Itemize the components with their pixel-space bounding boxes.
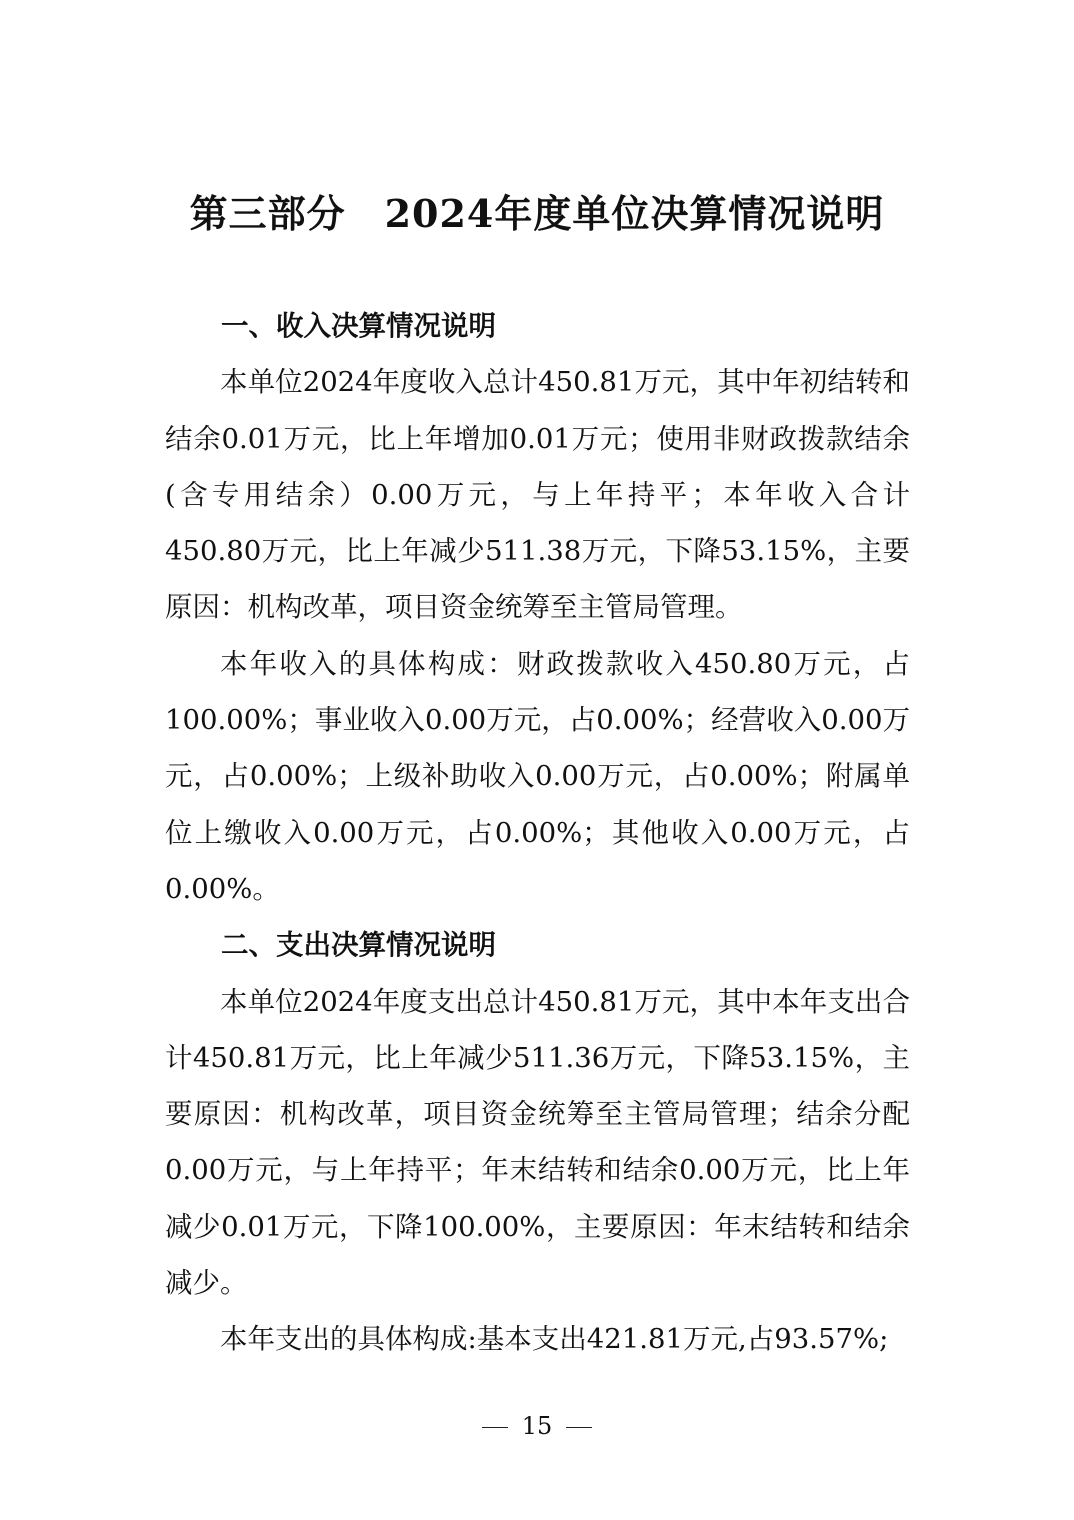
footer-dash-right [566,1427,592,1429]
section-heading-expenditure: 二、支出决算情况说明 [221,929,496,962]
page-number: 15 [521,1412,553,1440]
footer-dash-left [482,1427,508,1429]
paragraph-income-summary: 本单位2024年度收入总计450.81万元，其中年初结转和结余0.01万元，比上年增加0.01万元；使用非财政拨款结余(含专用结余）0.00万元，与上年持平；本年收入合计450.80万元，比上年减少511.38万元，下降53.15%，主要原因：机构改革，项目资金统筹至主管局管理。 [165,366,910,624]
paragraph-expenditure-summary: 本单位2024年度支出总计450.81万元，其中本年支出合计450.81万元，比上年减少511.36万元，下降53.15%，主要原因：机构改革，项目资金统筹至主管局管理；结余分配0.00万元，与上年持平；年末结转和结余0.00万元，比上年减少0.01万元，下降100.00%，主要原因：年末结转和结余减少。 [165,985,910,1300]
page-footer [0,1408,1074,1444]
paragraph-income-composition: 本年收入的具体构成：财政拨款收入450.80万元，占100.00%；事业收入0.00万元，占0.00%；经营收入0.00万元，占0.00%；上级补助收入0.00万元，占0.00%；附属单位上缴收入0.00万元，占0.00%；其他收入0.00万元，占0.00%。 [165,647,910,905]
paragraph-expenditure-composition: 本年支出的具体构成:基本支出421.81万元,占93.57%; [220,1323,889,1356]
section-heading-income: 一、收入决算情况说明 [221,310,496,342]
document-body [165,298,910,1368]
page-title: 第三部分 2024年度单位决算情况说明 [189,191,885,236]
